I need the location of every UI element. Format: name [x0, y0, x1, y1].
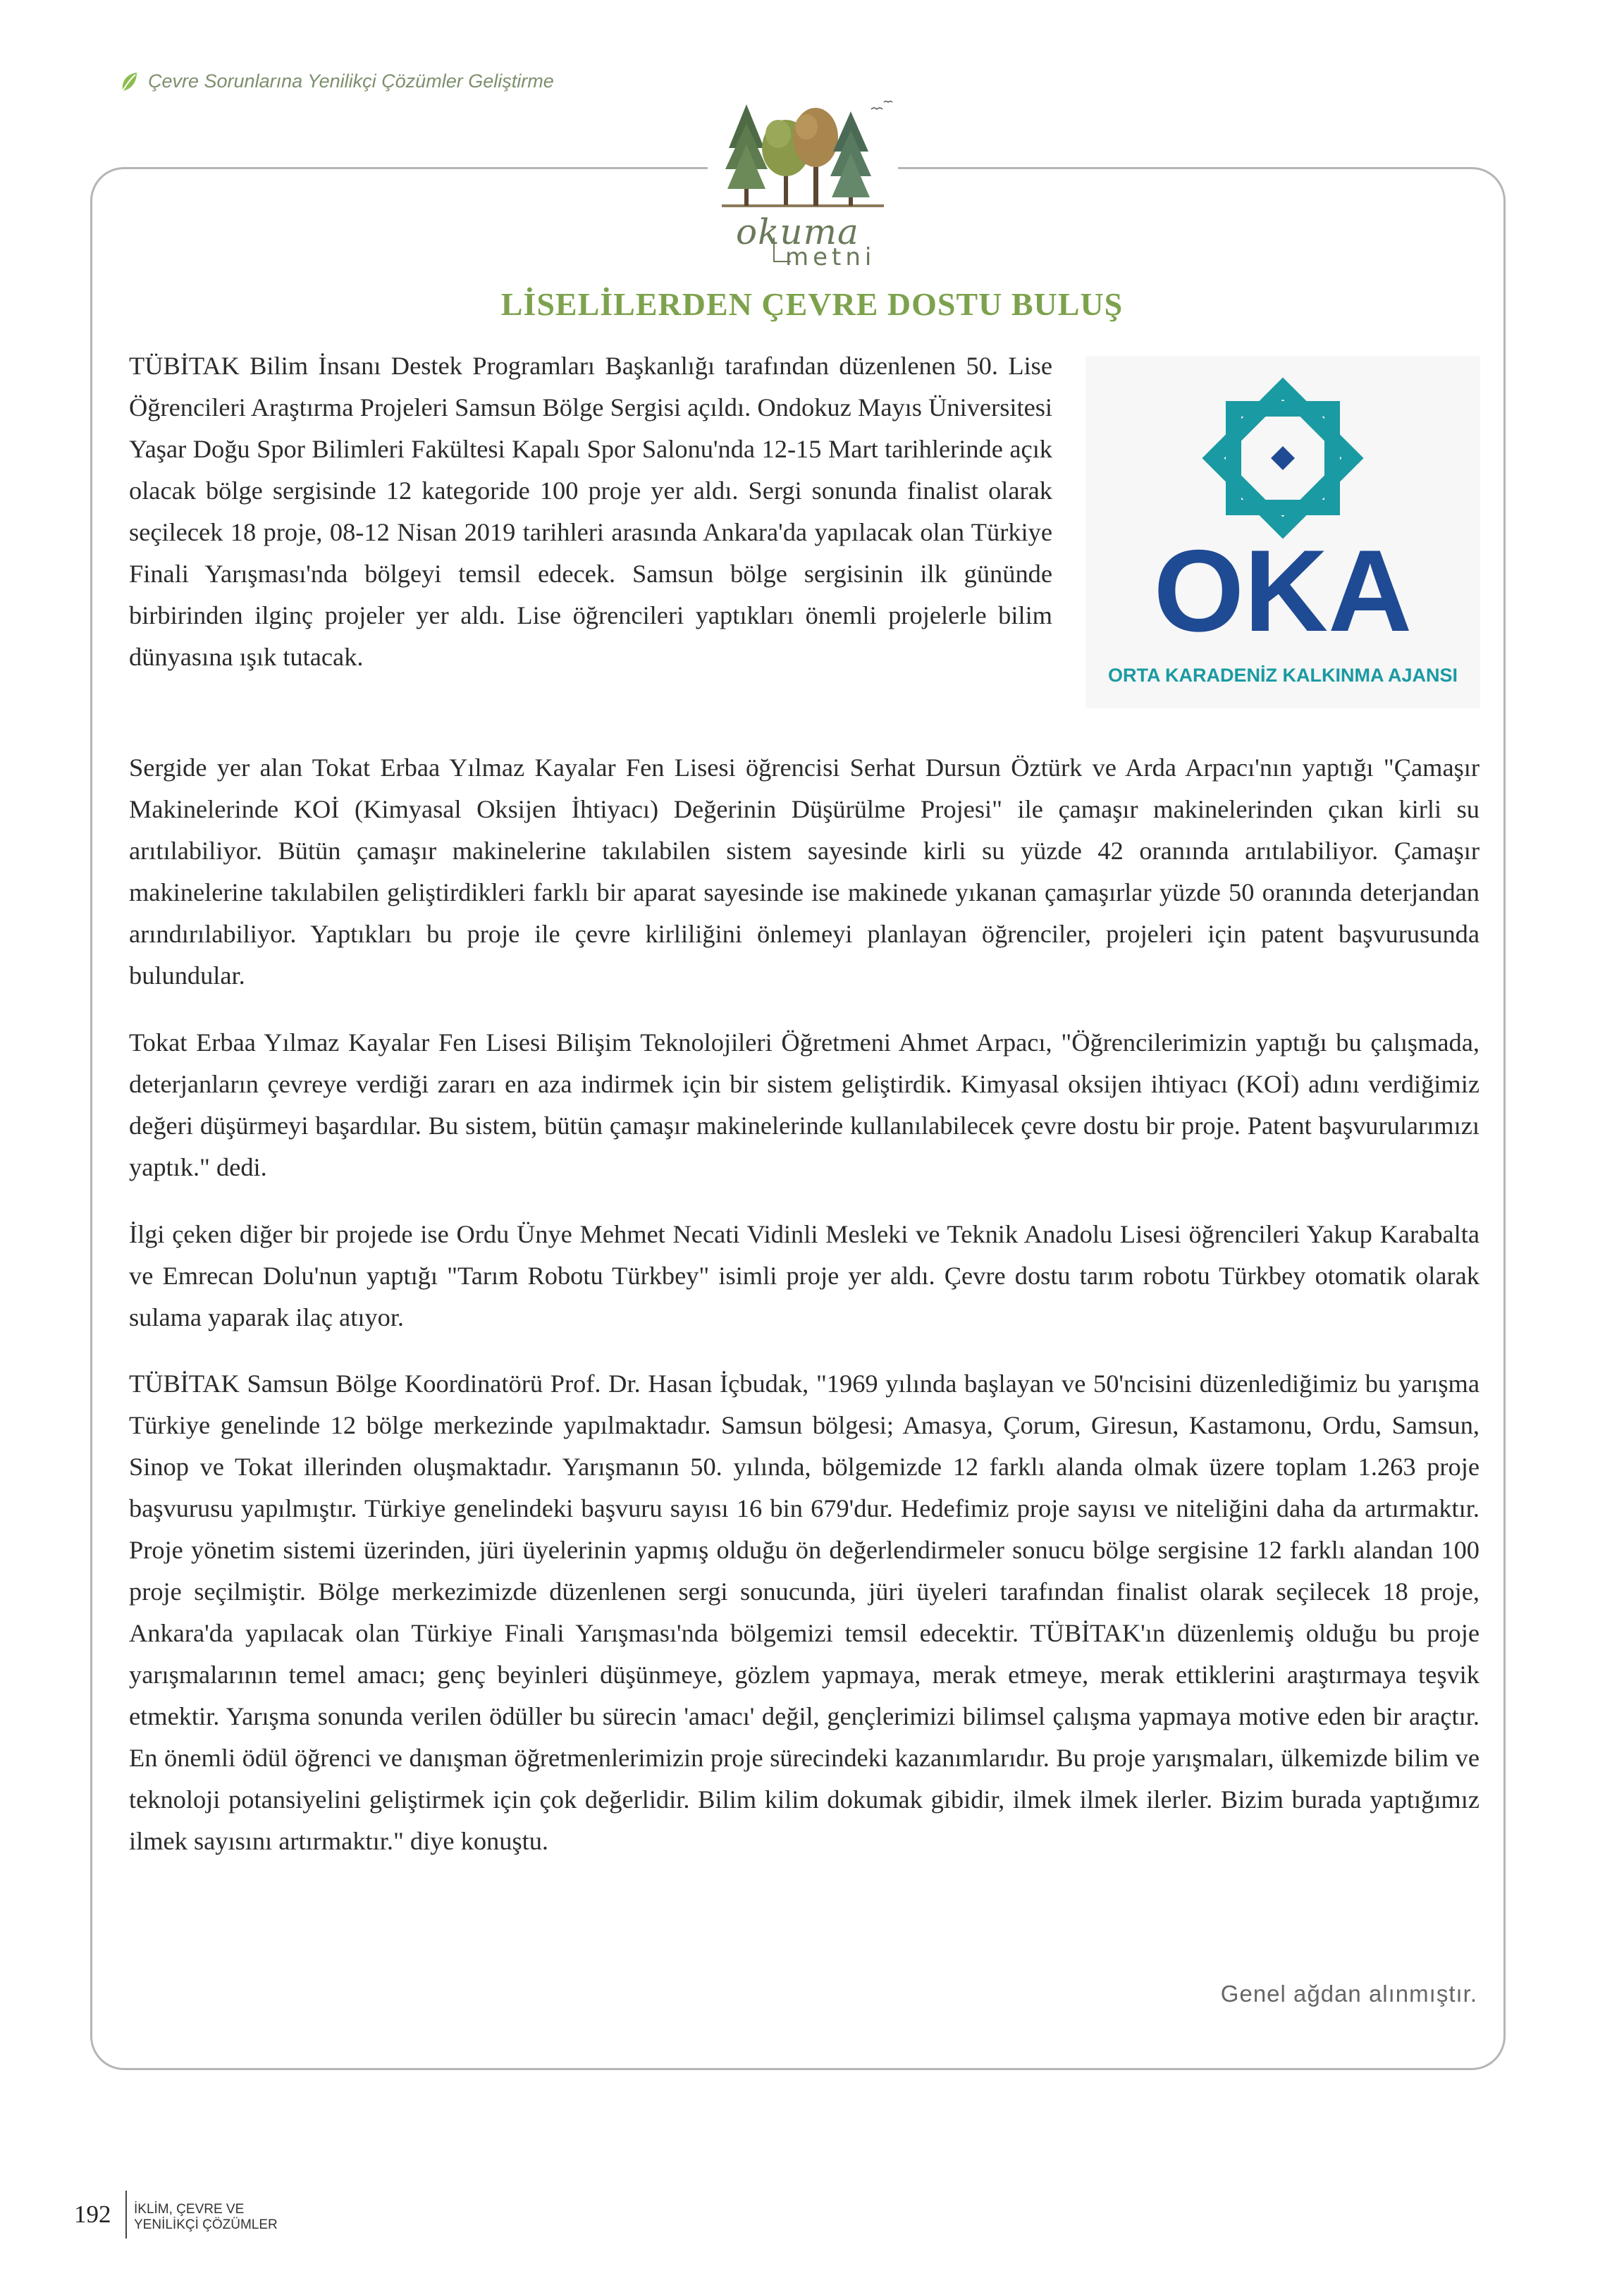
book-title-line-2: YENİLİKÇİ ÇÖZÜMLER	[134, 2217, 278, 2232]
oka-wordmark: OKA	[1153, 526, 1413, 655]
trees-illustration	[708, 99, 898, 215]
paragraph-5: TÜBİTAK Samsun Bölge Koordinatörü Prof. Dr. Hasan İçbudak, "1969 yılında başlayan ve 50'ncisini düzenlediğimiz bu yarışma Türkiye genelinde 12 bölge merkezinde yapılmaktadır. Samsun bölgesi; Amasya, Çorum, Giresun, Kastamonu, Ordu, Samsun, Sinop ve Tokat illerinden oluşmaktadır. Yarışmanın 50. yılında, bölgemizde 12 farklı alanda olmak üzere toplam 1.263 proje başvurusu yapılmıştır. Türkiye genelindeki başvuru sayısı 16 bin 679'dur. Hedefimiz proje sayısı ve niteliğini daha da artırmaktır. Proje yönetim sistemi üzerinden, jüri üyelerinin yapmış olduğu ön değerlendirmeler sonucu bölge sergisine 12 farklı alandan 100 proje seçilmiştir. Bölge merkezimizde düzenlenen sergi sonucunda, jüri üyeleri tarafından finalist olarak seçilecek 18 proje, Ankara'da yapılacak olan Türkiye Finali Yarışması'nda bölgemizi temsil edecektir. TÜBİTAK'ın düzenlemiş olduğu bu proje yarışmalarının temel amacı; genç beyinleri düşünmeye, gözlem yapmaya, merak etmeye, merak ettiklerini araştırmaya teşvik etmektir. Yarışma sonunda verilen ödüller bu sürecin 'amacı' değil, gençlerimizi bilimsel çalışma yapmaya motive eden bir araçtır. En önemli ödül öğrenci ve danışman öğretmenlerimizin proje sürecindeki kazanımlarıdır. Bu proje yarışmaları, ülkemizde bilim ve teknoloji potansiyelini geliştirmek için çok değerlidir. Bilim kilim dokumak gibidir, ilmek ilmek ilerler. Bizim burada yaptığımız ilmek sayısını artırmaktır." diye konuştu.	[129, 1369, 1480, 1855]
oka-logo	[1085, 356, 1480, 708]
badge-word-okuma: okuma	[736, 211, 859, 252]
paragraph-3: Tokat Erbaa Yılmaz Kayalar Fen Lisesi Bilişim Teknolojileri Öğretmeni Ahmet Arpacı, "Öğrencilerimizin yaptığı bu çalışmada, deterjanların çevreye verdiği zararı en aza indirmek için bir sistem geliştirdik. Kimyasal oksijen ihtiyacı (KOİ) adını verdiğimiz değeri düşürmeyi başardılar. Bu sistem, bütün çamaşır makinelerinde kullanılabilecek çevre dostu bir proje. Patent başvurularımızı yaptık." dedi.	[129, 1028, 1480, 1181]
badge-word-metni: metni	[785, 243, 876, 271]
reading-text-badge	[708, 99, 898, 275]
book-title-line-1: İKLİM, ÇEVRE VE	[134, 2202, 245, 2217]
book-title	[134, 2202, 278, 2233]
paragraph-4: İlgi çeken diğer bir projede ise Ordu Ünye Mehmet Necati Vidinli Mesleki ve Teknik Anadolu Lisesi öğrencileri Yakup Karabalta ve Emrecan Dolu'nun yaptığı "Tarım Robotu Türkbey" isimli proje yer aldı. Çevre dostu tarım robotu Türkbey otomatik olarak sulama yaparak ilaç atıyor.	[129, 1220, 1480, 1331]
source-note: Genel ağdan alınmıştır.	[1220, 1981, 1477, 2007]
paragraph-2: Sergide yer alan Tokat Erbaa Yılmaz Kayalar Fen Lisesi öğrencisi Serhat Dursun Öztürk ve Arda Arpacı'nın yaptığı "Çamaşır Makinelerinde KOİ (Kimyasal Oksijen İhtiyacı) Değerinin Düşürülme Projesi" ile çamaşır makinelerinden çıkan kirli su arıtılabiliyor. Bütün çamaşır makinelerine takılabilen sistem sayesinde kirli su yüzde 42 oranında arıtılabiliyor. Çamaşır makinelerine takılabilen geliştirdikleri farklı bir aparat sayesinde ise makinede yıkanan çamaşırlar yüzde 50 oranında deterjandan arındırılabiliyor. Yaptıkları bu proje ile çevre kirliliğini önlemeyi planlayan öğrenciler, projeleri için patent başvurusunda bulundular.	[129, 753, 1480, 990]
article-title: LİSELİLERDEN ÇEVRE DOSTU BULUŞ	[500, 286, 1124, 322]
oka-subtitle: ORTA KARADENİZ KALKINMA AJANSI	[1108, 665, 1458, 686]
running-header	[120, 70, 554, 92]
paragraph-1: TÜBİTAK Bilim İnsanı Destek Programları Başkanlığı tarafından düzenlenen 50. Lise Öğrencileri Araştırma Projeleri Samsun Bölge Sergisi açıldı. Ondokuz Mayıs Üniversitesi Yaşar Doğu Spor Bilimleri Fakültesi Kapalı Spor Salonu'nda 12-15 Mart tarihlerinde açık olacak bölge sergisinde 12 kategoride 100 proje yer aldı. Sergi sonunda finalist olarak seçilecek 18 proje, 08-12 Nisan 2019 tarihleri arasında Ankara'da yapılacak olan Türkiye Finali Yarışması'nda bölgeyi temsil edecek. Samsun bölge sergisinin ilk gününde birbirinden ilginç projeler yer aldı. Lise öğrencileri yaptıkları önemli projelerle bilim dünyasına ışık tutacak.	[129, 352, 1052, 671]
section-title: Çevre Sorunlarına Yenilikçi Çözümler Geliştirme	[148, 70, 554, 92]
page-number: 192	[74, 2200, 111, 2228]
leaf-icon	[120, 71, 138, 92]
footer-divider	[125, 2191, 127, 2239]
